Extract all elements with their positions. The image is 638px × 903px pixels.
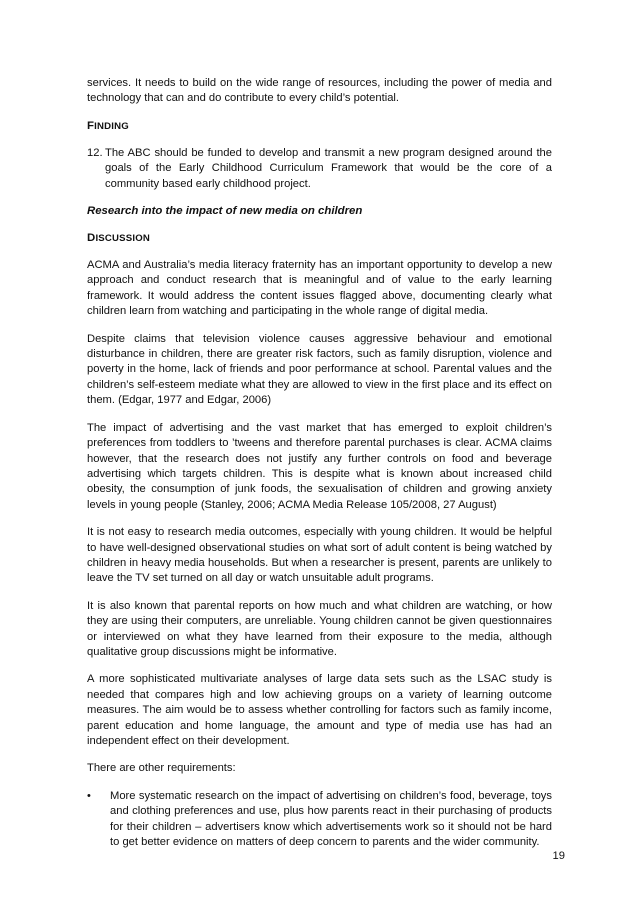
discussion-heading: [87, 231, 552, 246]
bullet-text: More systematic research on the impact of advertising on children’s food, beverage, toys and clothing preferences and use, plus how parents react in their purchasing of products for their children – advertisers know which advertisements work so it should not be hard to get better evidence on matters of deep concern to parents and the wider community.: [110, 789, 552, 849]
intro-paragraph: services. It needs to build on the wide range of resources, including the power of media and technology that can and do contribute to every child’s potential.: [87, 77, 552, 105]
finding-heading-rest: INDING: [94, 120, 129, 132]
discussion-paragraph-1: ACMA and Australia’s media literacy fraternity has an important opportunity to develop a new approach and conduct research that is meaningful and of value to the early learning framework. It would address the content issues flagged above, documenting clearly what children learn from watching and participating in the whole range of digital media.: [87, 259, 552, 318]
list-item: [87, 789, 552, 851]
discussion-paragraph-2: Despite claims that television violence causes aggressive behaviour and emotional disturbance in children, there are greater risk factors, such as family disruption, violence and poverty in the home, lack of friends and poor performance at school. Parental values and the children’s self-esteem mediate what they are allowed to view in the first place and its effect on them. (Edgar, 1977 and Edgar, 2006): [87, 332, 552, 407]
section-title: Research into the impact of new media on children: [87, 205, 363, 218]
finding-heading-initial: F: [87, 119, 95, 132]
discussion-heading-initial: D: [87, 232, 96, 245]
discussion-paragraph-4: It is not easy to research media outcomes, especially with young children. It would be helpful to have well-designed observational studies on what sort of adult content is being watched by children in heavy media households. But when a researcher is present, parents are unlikely to leave the TV set turned on all day or watch unsuitable adult programs.: [87, 526, 552, 585]
finding-number: 12.: [87, 146, 103, 159]
discussion-paragraph-5: It is also known that parental reports on how much and what children are watching, or how they are using their computers, are unreliable. Young children cannot be given questionnaires or interviewed on what they have learned from their exposure to the media, although qualitative group discussions might be informative.: [87, 599, 552, 658]
requirements-intro: There are other requirements:: [87, 762, 236, 775]
discussion-heading-rest: ISCUSSION: [95, 233, 151, 245]
bullet-icon: •: [87, 789, 91, 802]
page-number: 19: [552, 850, 565, 862]
finding-heading: [87, 119, 552, 134]
finding-item: [87, 146, 552, 192]
discussion-paragraph-6: A more sophisticated multivariate analyses of large data sets such as the LSAC study is needed that compares high and low achieving groups on a variety of learning outcome measures. The aim would be to assess whether controlling for factors such as family income, parent education and home language, the amount and type of media use has had an independent effect on their development.: [87, 673, 552, 747]
finding-text: The ABC should be funded to develop and transmit a new program designed around the goals of the Early Childhood Curriculum Framework that would be the core of a community based early childhood project.: [105, 146, 552, 190]
page-body: [87, 76, 552, 850]
discussion-paragraph-3: The impact of advertising and the vast market that has emerged to exploit children’s preferences from toddlers to ’tweens and therefore parental purchases is clear. ACMA claims however, that the research does not justify any further controls on food and beverage advertising which targets children. This is despite what is known about increased child obesity, the consumption of junk foods, the sexualisation of children and growing anxiety levels in young people (Stanley, 2006; ACMA Media Release 105/2008, 27 August): [87, 421, 552, 511]
